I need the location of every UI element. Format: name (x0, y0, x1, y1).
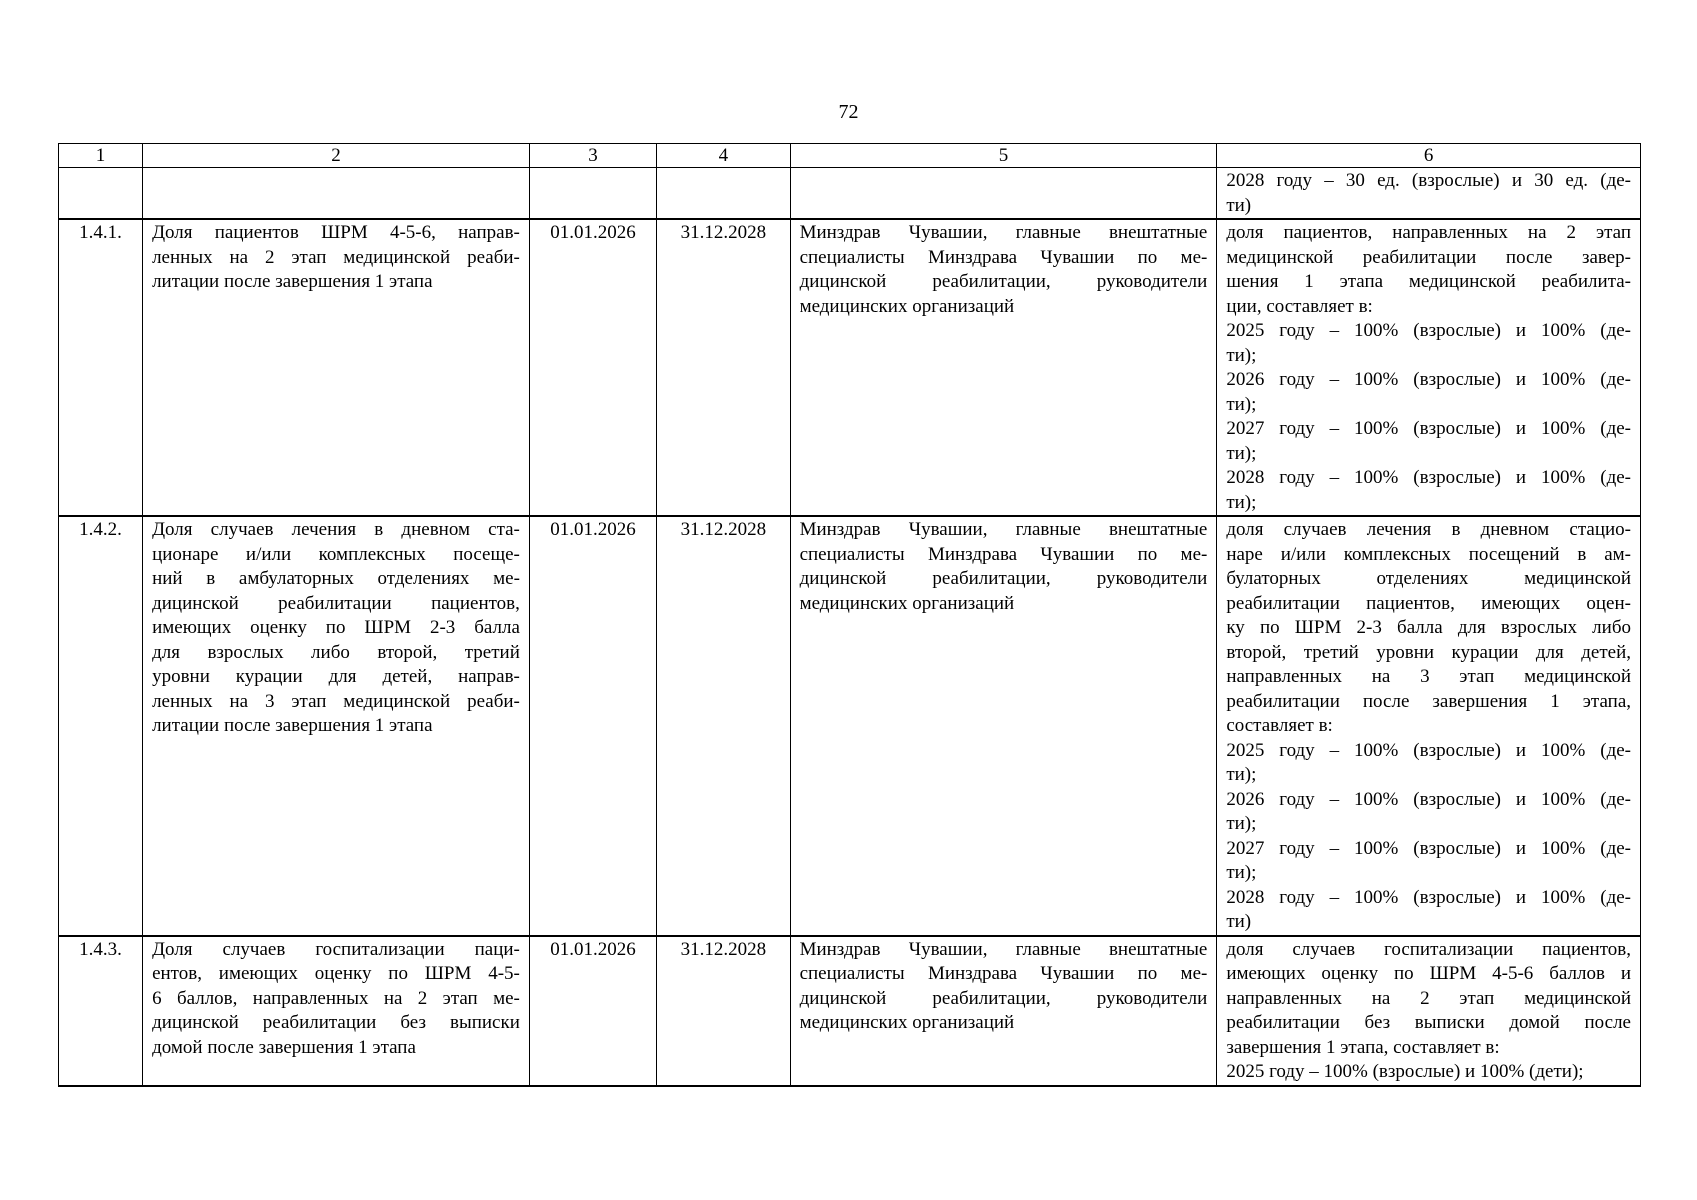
column-header-5: 5 (790, 144, 1217, 168)
page-number: 72 (838, 101, 859, 123)
cell-empty (143, 168, 530, 220)
cell-text-line: ти); (1226, 491, 1257, 513)
start-date: 01.01.2026 (529, 516, 656, 936)
result-cell (1217, 168, 1641, 220)
cell-text-line: составляет в: (1226, 715, 1333, 736)
cell-text-line: ленных на 2 этап медицинской реаби- (152, 246, 520, 268)
result-cell (1217, 219, 1641, 516)
cell-text-line: ти); (1226, 862, 1257, 883)
cell-text-line: ционаре и/или комплексных посеще- (152, 543, 520, 565)
activity-name-cell (143, 516, 530, 936)
table-row-continuation (59, 168, 1641, 220)
cell-text-line: шения 1 этапа медицинской реабилита- (1226, 271, 1631, 292)
activities-table (58, 143, 1641, 1087)
cell-text-line: дицинской реабилитации, руководители (799, 987, 1208, 1009)
cell-text-line: специалисты Минздрава Чувашии по ме- (799, 246, 1208, 268)
cell-text-line: 2026 году – 100% (взрослые) и 100% (де- (1226, 788, 1631, 810)
cell-text-line: ентов, имеющих оценку по ШРМ 4-5- (152, 963, 520, 984)
cell-text-line: ний в амбулаторных отделениях ме- (152, 568, 520, 589)
cell-text-line: второй, третий уровни курации для детей, (1226, 641, 1631, 663)
cell-text-line: 2025 году – 100% (взрослые) и 100% (де- (1226, 320, 1631, 341)
column-header-4: 4 (657, 144, 790, 168)
cell-text-line: направленных на 3 этап медицинской (1226, 666, 1631, 687)
cell-text-line: наре и/или комплексных посещений в ам- (1226, 543, 1631, 565)
cell-empty (657, 168, 790, 220)
cell-text-line: 2025 году – 100% (взрослые) и 100% (дети); (1226, 1061, 1584, 1082)
cell-text-line: 2027 году – 100% (взрослые) и 100% (де- (1226, 837, 1631, 859)
table-row (59, 936, 1641, 1086)
cell-text-line: завершения 1 этапа, составляет в: (1226, 1036, 1500, 1058)
cell-text-line: ти); (1226, 344, 1257, 366)
table-header-row (59, 144, 1641, 168)
cell-text-line: дицинской реабилитации, руководители (799, 568, 1208, 589)
cell-text-line: ку по ШРМ 2-3 балла для взрослых либо (1226, 617, 1631, 638)
cell-text-line: ции, составляет в: (1226, 295, 1373, 317)
column-header-6: 6 (1217, 144, 1641, 168)
cell-text-line: ти) (1226, 911, 1252, 932)
cell-text-line: 2028 году – 100% (взрослые) и 100% (де- (1226, 467, 1631, 488)
cell-text-line: 2028 году – 30 ед. (взрослые) и 30 ед. (де- (1226, 170, 1631, 191)
cell-text-line: доля пациентов, направленных на 2 этап (1226, 222, 1631, 243)
cell-text-line: медицинской реабилитации после завер- (1226, 246, 1631, 268)
activity-name-cell (143, 219, 530, 516)
cell-text-line: медицинских организаций (799, 1012, 1015, 1033)
column-header-2: 2 (143, 144, 530, 168)
cell-text-line: Минздрав Чувашии, главные внештатные (799, 519, 1208, 540)
cell-text-line: литации после завершения 1 этапа (152, 271, 433, 292)
cell-text-line: имеющих оценку по ШРМ 2-3 балла (152, 617, 520, 638)
start-date: 01.01.2026 (529, 219, 656, 516)
cell-text-line: Минздрав Чувашии, главные внештатные (799, 938, 1208, 960)
cell-text-line: дицинской реабилитации без выписки (152, 1012, 520, 1033)
column-header-3: 3 (529, 144, 656, 168)
cell-text-line: для взрослых либо второй, третий (152, 641, 520, 663)
cell-text-line: реабилитации пациентов, имеющих оцен- (1226, 592, 1631, 614)
cell-text-line: 6 баллов, направленных на 2 этап ме- (152, 987, 520, 1009)
result-cell (1217, 936, 1641, 1086)
cell-text-line: реабилитации без выписки домой после (1226, 1012, 1631, 1033)
cell-text-line: домой после завершения 1 этапа (152, 1036, 416, 1058)
executors-cell (790, 219, 1217, 516)
cell-text-line: Минздрав Чувашии, главные внештатные (799, 222, 1208, 243)
cell-text-line: ти) (1226, 194, 1252, 216)
cell-text-line: булаторных отделениях медицинской (1226, 568, 1631, 589)
cell-text-line: специалисты Минздрава Чувашии по ме- (799, 543, 1208, 565)
cell-empty (529, 168, 656, 220)
cell-text-line: медицинских организаций (799, 592, 1015, 614)
executors-cell (790, 936, 1217, 1086)
cell-empty (790, 168, 1217, 220)
result-cell (1217, 516, 1641, 936)
cell-text-line: ти); (1226, 813, 1257, 834)
start-date: 01.01.2026 (529, 936, 656, 1086)
table-row (59, 219, 1641, 516)
end-date: 31.12.2028 (657, 219, 790, 516)
activity-name-cell (143, 936, 530, 1086)
executors-cell (790, 516, 1217, 936)
cell-text-line: дицинской реабилитации пациентов, (152, 592, 520, 614)
cell-text-line: реабилитации после завершения 1 этапа, (1226, 690, 1631, 712)
cell-text-line: имеющих оценку по ШРМ 4-5-6 баллов и (1226, 963, 1631, 984)
table-row (59, 516, 1641, 936)
cell-text-line: доля случаев лечения в дневном стацио- (1226, 519, 1631, 540)
cell-text-line: ленных на 3 этап медицинской реаби- (152, 690, 520, 712)
end-date: 31.12.2028 (657, 936, 790, 1086)
cell-text-line: направленных на 2 этап медицинской (1226, 987, 1631, 1009)
cell-text-line: ти); (1226, 393, 1257, 415)
cell-text-line: 2026 году – 100% (взрослые) и 100% (де- (1226, 369, 1631, 390)
cell-text-line: 2027 году – 100% (взрослые) и 100% (де- (1226, 418, 1631, 439)
cell-text-line: 2028 году – 100% (взрослые) и 100% (де- (1226, 886, 1631, 908)
cell-empty (59, 168, 143, 220)
row-number: 1.4.2. (59, 516, 143, 936)
cell-text-line: литации после завершения 1 этапа (152, 715, 433, 736)
cell-text-line: уровни курации для детей, направ- (152, 666, 520, 687)
cell-text-line: медицинских организаций (799, 295, 1015, 317)
cell-text-line: специалисты Минздрава Чувашии по ме- (799, 963, 1208, 984)
cell-text-line: доля случаев госпитализации пациентов, (1226, 938, 1631, 960)
cell-text-line: дицинской реабилитации, руководители (799, 271, 1208, 292)
column-header-1: 1 (59, 144, 143, 168)
cell-text-line: Доля случаев лечения в дневном ста- (152, 519, 520, 540)
end-date: 31.12.2028 (657, 516, 790, 936)
cell-text-line: ти); (1226, 442, 1257, 464)
row-number: 1.4.1. (59, 219, 143, 516)
row-number: 1.4.3. (59, 936, 143, 1086)
cell-text-line: ти); (1226, 764, 1257, 785)
cell-text-line: Доля пациентов ШРМ 4-5-6, направ- (152, 222, 520, 243)
cell-text-line: Доля случаев госпитализации паци- (152, 938, 520, 960)
cell-text-line: 2025 году – 100% (взрослые) и 100% (де- (1226, 739, 1631, 761)
